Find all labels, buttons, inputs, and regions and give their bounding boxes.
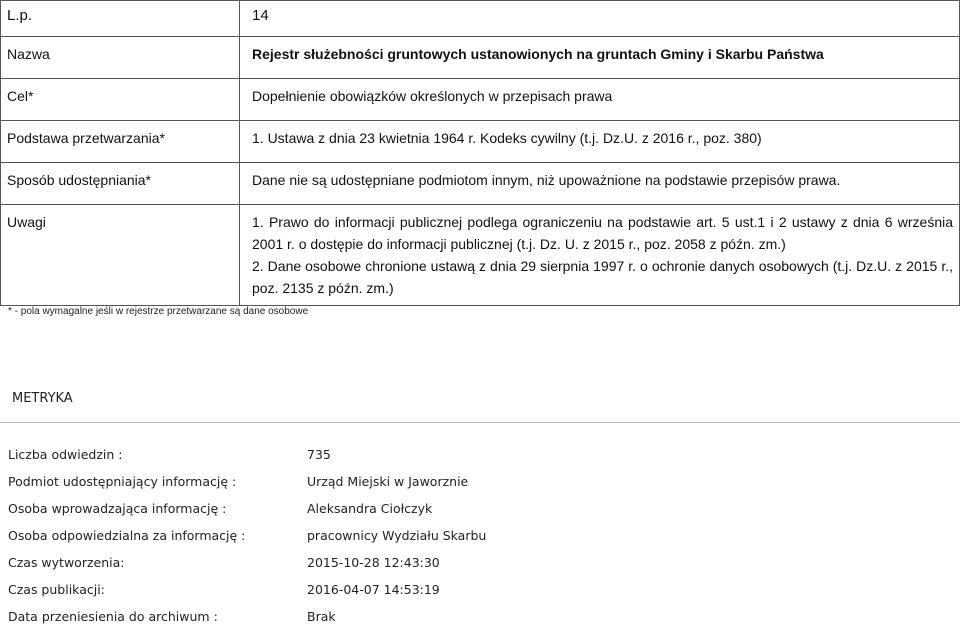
metryka-title: METRYKA [12, 391, 73, 406]
metryka-key: Liczba odwiedzin : [8, 447, 123, 462]
sharing-value: Dane nie są udostępniane podmiotom innym, niż upoważnione na podstawie przepisów prawa. [240, 163, 960, 205]
name-value: Rejestr służebności gruntowych ustanowionych na gruntach Gminy i Skarbu Państwa [240, 37, 960, 79]
metryka-value: 735 [307, 447, 331, 462]
metryka-key: Czas publikacji: [8, 582, 105, 597]
row-lp [1, 1, 960, 37]
name-label: Nazwa [1, 37, 240, 79]
lp-value: 14 [240, 1, 960, 37]
notes-label: Uwagi [1, 205, 240, 306]
basis-label: Podstawa przetwarzania* [1, 121, 240, 163]
register-table [0, 0, 960, 306]
metryka-key: Podmiot udostępniający informację : [8, 474, 237, 489]
metryka-value: pracownicy Wydziału Skarbu [307, 528, 487, 543]
metryka-value: Brak [307, 609, 336, 624]
notes-value [240, 205, 960, 306]
row-name [1, 37, 960, 79]
row-sharing [1, 163, 960, 205]
goal-value: Dopełnienie obowiązków określonych w przepisach prawa [240, 79, 960, 121]
notes-line-2: 2. Dane osobowe chronione ustawą z dnia 29 sierpnia 1997 r. o ochronie danych osobowych (t.j. Dz.U. z 2015 r., poz. 2135 z późn. zm.) [252, 258, 953, 296]
basis-value: 1. Ustawa z dnia 23 kwietnia 1964 r. Kodeks cywilny (t.j. Dz.U. z 2016 r., poz. 380) [240, 121, 960, 163]
metryka-key: Osoba odpowiedzialna za informację : [8, 528, 246, 543]
metryka-key: Data przeniesienia do archiwum : [8, 609, 218, 624]
row-basis [1, 121, 960, 163]
notes-line-1: 1. Prawo do informacji publicznej podlega ograniczeniu na podstawie art. 5 ust.1 i 2 ustawy z dnia 6 września 2001 r. o dostępie do informacji publicznej (t.j. Dz. U. z 2015 r., poz. 2058 z późn. zm.) [252, 214, 953, 252]
row-goal [1, 79, 960, 121]
metryka-value: 2016-04-07 14:53:19 [307, 582, 440, 597]
metryka-key: Czas wytworzenia: [8, 555, 125, 570]
metryka-value: 2015-10-28 12:43:30 [307, 555, 440, 570]
metryka-value: Urząd Miejski w Jaworznie [307, 474, 469, 489]
required-fields-footnote: * - pola wymagalne jeśli w rejestrze przetwarzane są dane osobowe [8, 306, 309, 317]
metryka-value: Aleksandra Ciołczyk [307, 501, 433, 516]
row-notes [1, 205, 960, 306]
metryka-divider [0, 422, 960, 423]
sharing-label: Sposób udostępniania* [1, 163, 240, 205]
lp-label: L.p. [1, 1, 240, 37]
goal-label: Cel* [1, 79, 240, 121]
metryka-key: Osoba wprowadzająca informację : [8, 501, 227, 516]
